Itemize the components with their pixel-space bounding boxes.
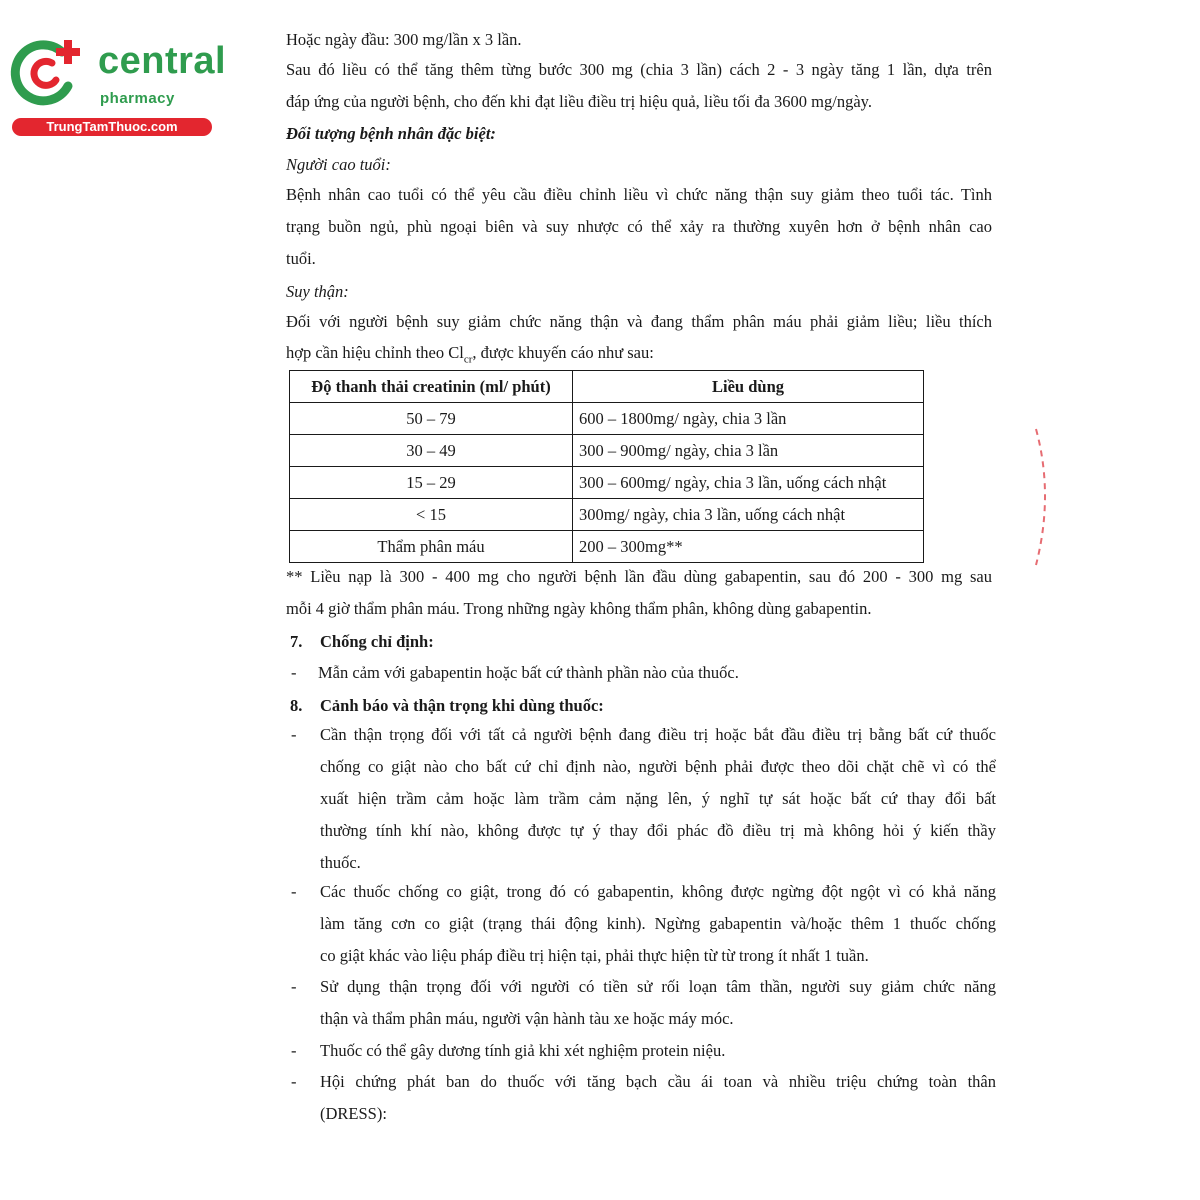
clearance-cell: 15 – 29 bbox=[290, 467, 573, 499]
bullet-dash: - bbox=[291, 663, 297, 682]
elderly-heading: Người cao tuổi: bbox=[286, 155, 391, 174]
dose-titration-line-1: Sau đó liều có thể tăng thêm từng bước 300 mg (chia 3 lần) cách 2 - 3 ngày tăng 1 lần, dựa trên bbox=[286, 60, 992, 79]
central-pharmacy-logo bbox=[10, 38, 227, 138]
warning-b4-line: Thuốc có thể gây dương tính giả khi xét nghiệm protein niệu. bbox=[320, 1041, 726, 1060]
section-7-title: Chống chỉ định: bbox=[320, 632, 434, 651]
red-stamp-mark bbox=[1030, 425, 1060, 570]
special-populations-heading: Đối tượng bệnh nhân đặc biệt: bbox=[286, 124, 496, 143]
loading-dose-note-line-2: mỗi 4 giờ thẩm phân máu. Trong những ngày không thẩm phân, không dùng gabapentin. bbox=[286, 599, 872, 618]
clearance-cell: 30 – 49 bbox=[290, 435, 573, 467]
section-7-number: 7. bbox=[290, 632, 303, 651]
logo-subtitle: pharmacy bbox=[100, 90, 175, 107]
table-row bbox=[290, 467, 924, 499]
dosage-cell: 200 – 300mg** bbox=[573, 531, 924, 563]
warning-b1-line: thường tính khí nào, không được tự ý thay đổi phác đồ điều trị mà không hỏi ý kiến thầy bbox=[320, 821, 996, 840]
section-8-number: 8. bbox=[290, 696, 303, 715]
header-dosage: Liều dùng bbox=[573, 371, 924, 403]
table-row bbox=[290, 435, 924, 467]
renal-line-1: Đối với người bệnh suy giảm chức năng thận và đang thẩm phân máu phải giảm liều; liều thích bbox=[286, 312, 992, 331]
stamp-icon bbox=[1030, 425, 1060, 570]
logo-name: central bbox=[98, 40, 227, 82]
elderly-line-1: Bệnh nhân cao tuổi có thể yêu cầu điều chỉnh liều vì chức năng thận suy giảm theo tuổi tác. Tình bbox=[286, 185, 992, 204]
bullet-dash: - bbox=[291, 1072, 297, 1091]
renal-line-2 bbox=[286, 343, 654, 365]
clearance-cell: 50 – 79 bbox=[290, 403, 573, 435]
loading-dose-note-line-1: ** Liều nạp là 300 - 400 mg cho người bệnh lần đầu dùng gabapentin, sau đó 200 - 300 mg sau bbox=[286, 567, 992, 586]
table-header-row bbox=[290, 371, 924, 403]
warning-b1-line: Cần thận trọng đối với tất cả người bệnh đang điều trị hoặc bắt đầu điều trị bằng bất cứ thuốc bbox=[320, 725, 996, 744]
dosage-cell: 300 – 600mg/ ngày, chia 3 lần, uống cách nhật bbox=[573, 467, 924, 499]
warning-b1-line: thuốc. bbox=[320, 853, 361, 872]
section-8-title: Cảnh báo và thận trọng khi dùng thuốc: bbox=[320, 696, 604, 715]
clearance-cell: < 15 bbox=[290, 499, 573, 531]
clcr-subscript: cr bbox=[463, 353, 473, 366]
warning-b2-line: làm tăng cơn co giật (trạng thái động kinh). Ngừng gabapentin và/hoặc thêm 1 thuốc chống bbox=[320, 914, 996, 933]
bullet-dash: - bbox=[291, 1041, 297, 1060]
logo-site-banner: TrungTamThuoc.com bbox=[12, 118, 212, 136]
section-8-heading bbox=[290, 696, 604, 716]
warning-b3-line: Sử dụng thận trọng đối với người có tiền sử rối loạn tâm thần, người suy giảm chức năng bbox=[320, 977, 996, 996]
warning-b2-line: Các thuốc chống co giật, trong đó có gabapentin, không được ngừng đột ngột vì có khả năng bbox=[320, 882, 996, 901]
table-body bbox=[290, 403, 924, 563]
bullet-dash: - bbox=[291, 725, 297, 744]
warning-b5-line: (DRESS): bbox=[320, 1104, 387, 1123]
warning-b1-line: xuất hiện trầm cảm hoặc làm trầm cảm nặng lên, ý nghĩ tự sát hoặc bất cứ thay đổi bất bbox=[320, 789, 996, 808]
renal-line-2-tail: , được khuyến cáo như sau: bbox=[472, 343, 654, 362]
central-pharmacy-logo-icon bbox=[10, 38, 90, 108]
renal-heading: Suy thận: bbox=[286, 282, 349, 301]
section-7-heading bbox=[290, 632, 434, 652]
elderly-line-3: tuổi. bbox=[286, 249, 316, 268]
table-row bbox=[290, 403, 924, 435]
dosage-cell: 600 – 1800mg/ ngày, chia 3 lần bbox=[573, 403, 924, 435]
bullet-dash: - bbox=[291, 977, 297, 996]
contraindication-text: Mẫn cảm với gabapentin hoặc bất cứ thành phần nào của thuốc. bbox=[318, 663, 739, 682]
table-row bbox=[290, 499, 924, 531]
warning-b1-line: chống co giật nào cho bất cứ chỉ định nào, người bệnh phải được theo dõi chặt chẽ vì có thể bbox=[320, 757, 996, 776]
bullet-dash: - bbox=[291, 882, 297, 901]
dosage-cell: 300 – 900mg/ ngày, chia 3 lần bbox=[573, 435, 924, 467]
elderly-line-2: trạng buồn ngủ, phù ngoại biên và suy nhược có thể xảy ra thường xuyên hơn ở bệnh nhân cao bbox=[286, 217, 992, 236]
header-creatinine-clearance: Độ thanh thải creatinin (ml/ phút) bbox=[290, 371, 573, 403]
renal-dosing-table bbox=[289, 370, 924, 563]
dose-titration-line-2: đáp ứng của người bệnh, cho đến khi đạt liều điều trị hiệu quả, liều tối đa 3600 mg/ngày. bbox=[286, 92, 872, 111]
dosage-cell: 300mg/ ngày, chia 3 lần, uống cách nhật bbox=[573, 499, 924, 531]
warning-b3-line: thận và thẩm phân máu, người vận hành tàu xe hoặc máy móc. bbox=[320, 1009, 734, 1028]
warning-b5-line: Hội chứng phát ban do thuốc với tăng bạch cầu ái toan và nhiều triệu chứng toàn thân bbox=[320, 1072, 996, 1091]
dose-first-day: Hoặc ngày đầu: 300 mg/lần x 3 lần. bbox=[286, 30, 522, 49]
table-row bbox=[290, 531, 924, 563]
warning-b2-line: co giật khác vào liệu pháp điều trị hiện tại, phải thực hiện từ từ trong ít nhất 1 tuần. bbox=[320, 946, 869, 965]
renal-line-2-text: hợp cần hiệu chỉnh theo Cl bbox=[286, 343, 464, 362]
clearance-cell: Thẩm phân máu bbox=[290, 531, 573, 563]
